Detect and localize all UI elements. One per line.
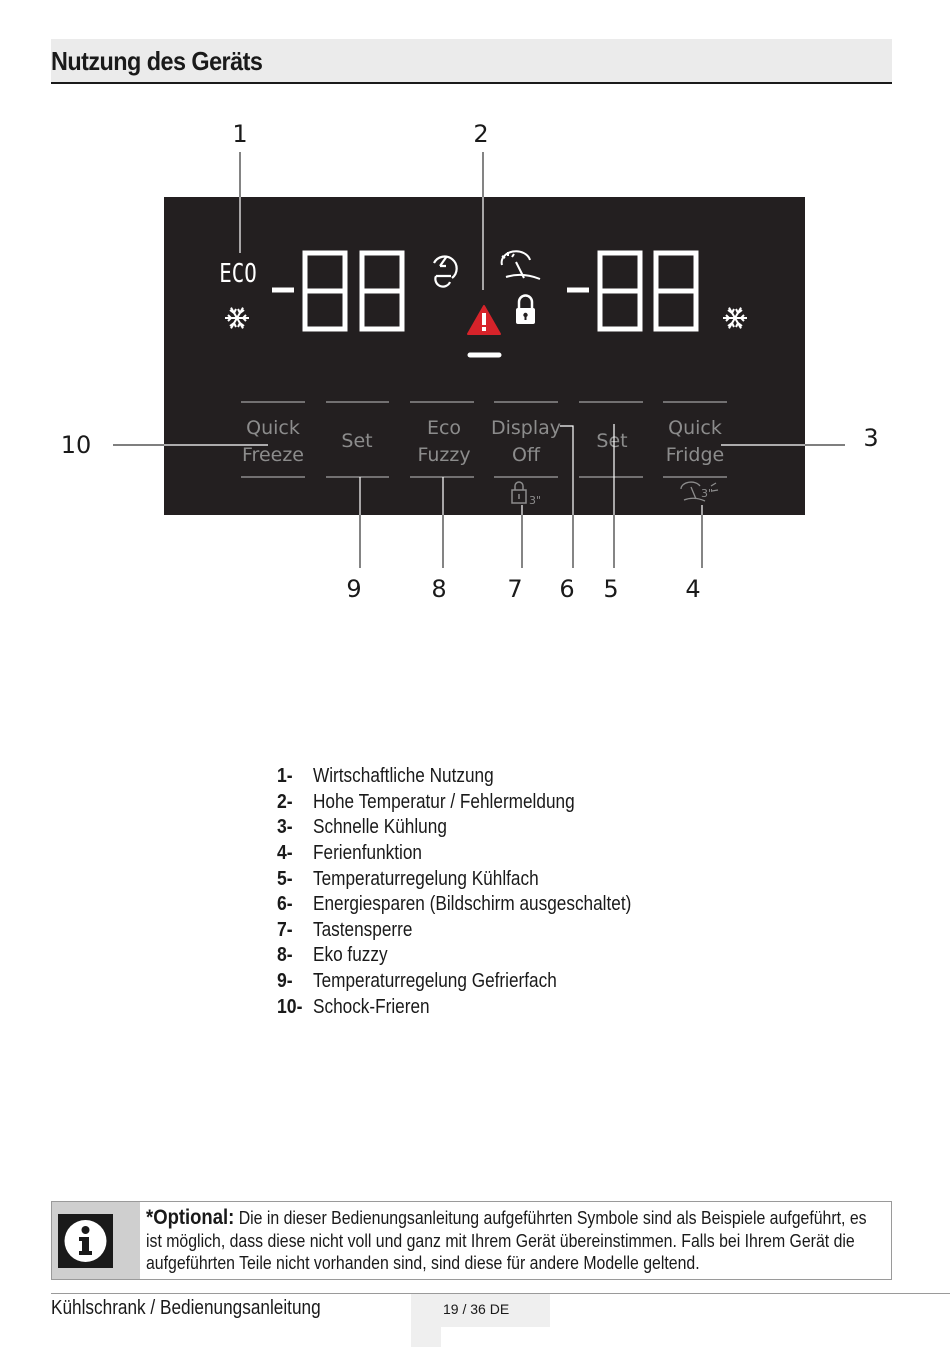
list-item — [277, 764, 737, 790]
legend-text: Schnelle Kühlung — [313, 816, 447, 839]
callout-8: 8 — [431, 575, 447, 603]
optional-note-box — [51, 1201, 892, 1280]
legend-text: Tastensperre — [313, 918, 413, 941]
quick-fridge-label-line1: Quick — [668, 417, 722, 439]
freezer-set-button[interactable] — [341, 430, 372, 452]
list-item — [277, 815, 737, 841]
legend-text: Hohe Temperatur / Fehlermeldung — [313, 790, 575, 813]
legend-number: 2- — [277, 790, 293, 813]
legend-number: 9- — [277, 970, 293, 993]
freezer-temperature-value: -88 — [350, 299, 353, 301]
legend-text: Schock-Frieren — [313, 995, 430, 1018]
legend-text: Ferienfunktion — [313, 842, 423, 865]
callout-5: 5 — [603, 575, 619, 603]
info-icon — [52, 1202, 140, 1279]
callout-9: 9 — [346, 575, 362, 603]
callout-10: 10 — [60, 431, 92, 459]
list-item — [277, 969, 737, 995]
page-number-box-tail — [411, 1327, 441, 1347]
legend-text: Wirtschaftliche Nutzung — [313, 765, 494, 788]
fridge-set-button[interactable] — [596, 430, 627, 452]
freezer-set-label: Set — [341, 430, 373, 452]
control-panel-diagram — [0, 0, 950, 640]
legend-number: 1- — [277, 765, 293, 788]
legend-text: Temperaturregelung Gefrierfach — [313, 970, 557, 993]
legend-text: Temperaturregelung Kühlfach — [313, 867, 539, 890]
page-number: 19 / 36 DE — [443, 1301, 510, 1317]
display-off-label-line1: Display — [490, 417, 562, 439]
page-title: Nutzung des Geräts — [51, 46, 263, 76]
eco-fuzzy-label-line2: Fuzzy — [417, 444, 471, 466]
note-label: *Optional: — [146, 1206, 235, 1229]
list-item — [277, 918, 737, 944]
vacation-hold-label: 3" — [701, 487, 714, 500]
callout-6: 6 — [559, 575, 575, 603]
list-item — [277, 943, 737, 969]
callout-3: 3 — [863, 424, 879, 452]
note-body: Die in dieser Bedienungsanleitung aufgeführten Symbole sind als Beispiele aufgeführt, es ist möglich, dass diese nicht voll und ganz mit Ihrem Gerät übereinstimmen. Falls bei Ihrem Gerät die aufgeführten Teile nicht vorhanden sind, sind diese für andere Modelle geltend. — [146, 1208, 867, 1273]
legend-number: 5- — [277, 867, 293, 890]
lock-hold-label: 3" — [529, 494, 542, 507]
note-text — [146, 1207, 876, 1275]
fridge-temperature-value: -88 — [645, 299, 648, 301]
legend-text: Eko fuzzy — [313, 944, 388, 967]
quick-freeze-label-line2: Freeze — [242, 444, 304, 466]
legend-text: Energiesparen (Bildschirm ausgeschaltet) — [313, 893, 632, 916]
quick-freeze-label-line1: Quick — [246, 417, 300, 439]
legend-number: 8- — [277, 944, 293, 967]
list-item — [277, 790, 737, 816]
quick-fridge-label-line2: Fridge — [665, 444, 725, 466]
list-item — [277, 866, 737, 892]
eco-fuzzy-label-line1: Eco — [426, 417, 462, 439]
note-icon-background — [52, 1202, 140, 1279]
list-item — [277, 994, 737, 1020]
callout-1: 1 — [232, 120, 248, 148]
list-item — [277, 892, 737, 918]
callout-4: 4 — [685, 575, 701, 603]
fridge-set-label: Set — [596, 430, 628, 452]
eco-indicator: ECO — [219, 257, 257, 289]
legend-number: 6- — [277, 893, 293, 916]
footer-title: Kühlschrank / Bedienungsanleitung — [51, 1297, 321, 1319]
callout-2: 2 — [473, 120, 489, 148]
callout-7: 7 — [507, 575, 523, 603]
legend-number: 7- — [277, 918, 293, 941]
legend-number: 3- — [277, 816, 293, 839]
legend-number: 4- — [277, 842, 293, 865]
legend-number: 10- — [277, 995, 303, 1018]
list-item — [277, 841, 737, 867]
legend-list — [277, 764, 737, 1020]
display-off-label-line2: Off — [511, 444, 541, 466]
